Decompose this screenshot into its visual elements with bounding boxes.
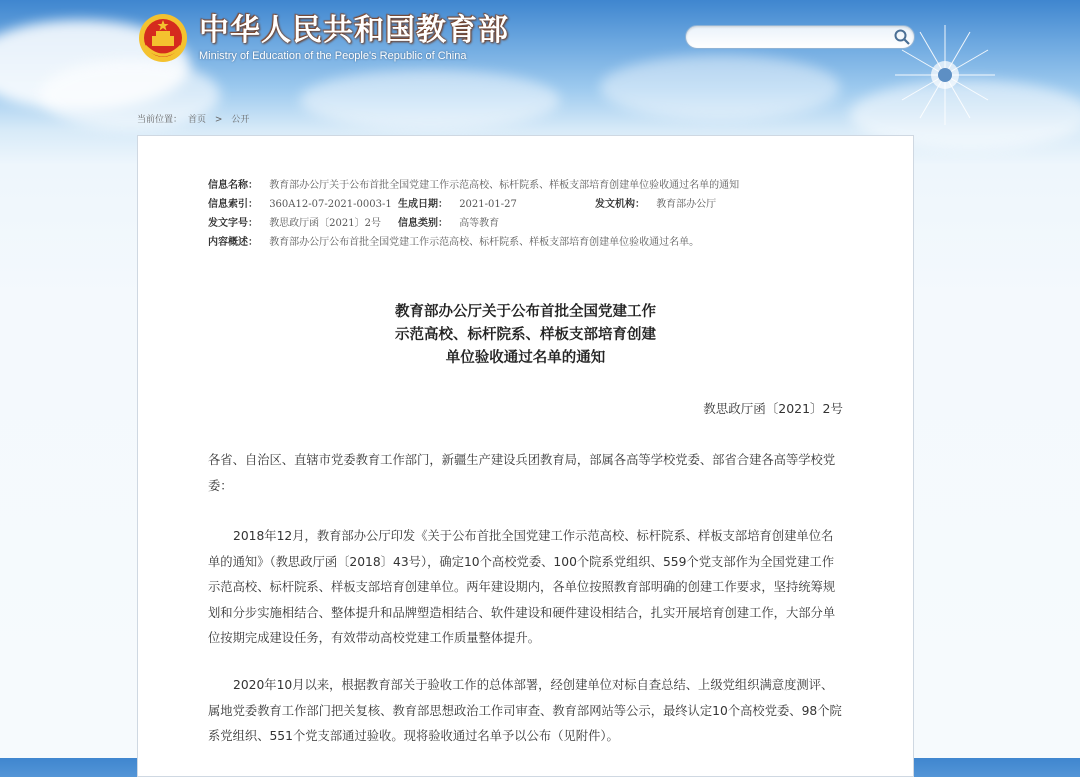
cloud-decoration xyxy=(300,70,560,130)
meta-label: 信息索引： xyxy=(208,199,258,210)
article-title-line: 单位验收通过名单的通知 xyxy=(445,350,606,366)
site-title-en: Ministry of Education of the People's Republic of China xyxy=(199,50,467,62)
meta-row-docno xyxy=(208,214,868,233)
article-title-line: 教育部办公厅关于公布首批全国党建工作 xyxy=(395,304,656,320)
meta-value: 360A12-07-2021-0003-1 xyxy=(269,199,392,210)
meta-date-group xyxy=(398,195,517,214)
search-input[interactable] xyxy=(694,28,878,48)
site-logo[interactable] xyxy=(137,12,509,64)
meta-label: 信息名称： xyxy=(208,180,258,191)
meta-row-summary xyxy=(208,233,868,252)
body-paragraph: 2020年10月以来，根据教育部关于验收工作的总体部署，经创建单位对标自查总结、上级党组织满意度测评、属地党委教育工作部门把关复核、教育部思想政治工作司审查、教育部网站等公示，最终认定10个高校党委、98个院系党组织、551个党支部通过验收。现将验收通过名单予以公布（见附件）。 xyxy=(208,678,842,743)
meta-value: 高等教育 xyxy=(459,218,500,229)
breadcrumb-section-link[interactable]: 公开 xyxy=(231,115,250,125)
breadcrumb xyxy=(137,112,255,125)
breadcrumb-home-link[interactable]: 首页 xyxy=(188,115,207,125)
meta-value: 教思政厅函〔2021〕2号 xyxy=(269,218,381,229)
breadcrumb-separator: > xyxy=(214,115,223,125)
site-title-cn: 中华人民共和国教育部 xyxy=(199,13,509,48)
meta-label: 内容概述： xyxy=(208,237,258,248)
meta-issuer-group xyxy=(595,195,716,214)
meta-label: 信息类别： xyxy=(398,218,448,229)
meta-value: 教育部办公厅关于公布首批全国党建工作示范高校、标杆院系、样板支部培育创建单位验收通过名单的通知 xyxy=(269,180,740,191)
meta-value: 教育部办公厅公布首批全国党建工作示范高校、标杆院系、样板支部培育创建单位验收通过名单。 xyxy=(269,237,700,248)
search-icon[interactable] xyxy=(893,28,911,46)
meta-row-index xyxy=(208,195,868,214)
meta-label: 发文字号： xyxy=(208,218,258,229)
meta-label: 生成日期： xyxy=(398,199,448,210)
info-metadata xyxy=(208,176,868,252)
document-number: 教思政厅函〔2021〕2号 xyxy=(703,401,843,416)
breadcrumb-label: 当前位置： xyxy=(137,115,183,125)
article-title-line: 示范高校、标杆院系、样板支部培育创建 xyxy=(395,327,656,343)
meta-label: 发文机构： xyxy=(595,199,645,210)
meta-row-name xyxy=(208,176,868,195)
cloud-decoration xyxy=(600,55,840,120)
article-title xyxy=(138,301,913,370)
national-emblem-icon xyxy=(137,12,189,64)
meta-value: 教育部办公厅 xyxy=(656,199,717,210)
meta-category-group xyxy=(398,214,499,233)
content-panel xyxy=(137,135,914,777)
meta-value: 2021-01-27 xyxy=(459,199,517,210)
address-paragraph: 各省、自治区、直辖市党委教育工作部门，新疆生产建设兵团教育局，部属各高等学校党委、部省合建各高等学校党委： xyxy=(208,453,836,493)
search-box xyxy=(685,25,915,49)
body-paragraph: 2018年12月，教育部办公厅印发《关于公布首批全国党建工作示范高校、标杆院系、样板支部培育创建单位名单的通知》（教思政厅函〔2018〕43号），确定10个高校党委、100个院系党组织、559个党支部作为全国党建工作示范高校、标杆院系、样板支部培育创建单位。两年建设期内，各单位按照教育部明确的创建工作要求，坚持统筹规划和分步实施相结合、整体提升和品牌塑造相结合、软件建设和硬件建设相结合，扎实开展培育创建工作，大部分单位按期完成建设任务，有效带动高校党建工作质量整体提升。 xyxy=(208,529,836,645)
